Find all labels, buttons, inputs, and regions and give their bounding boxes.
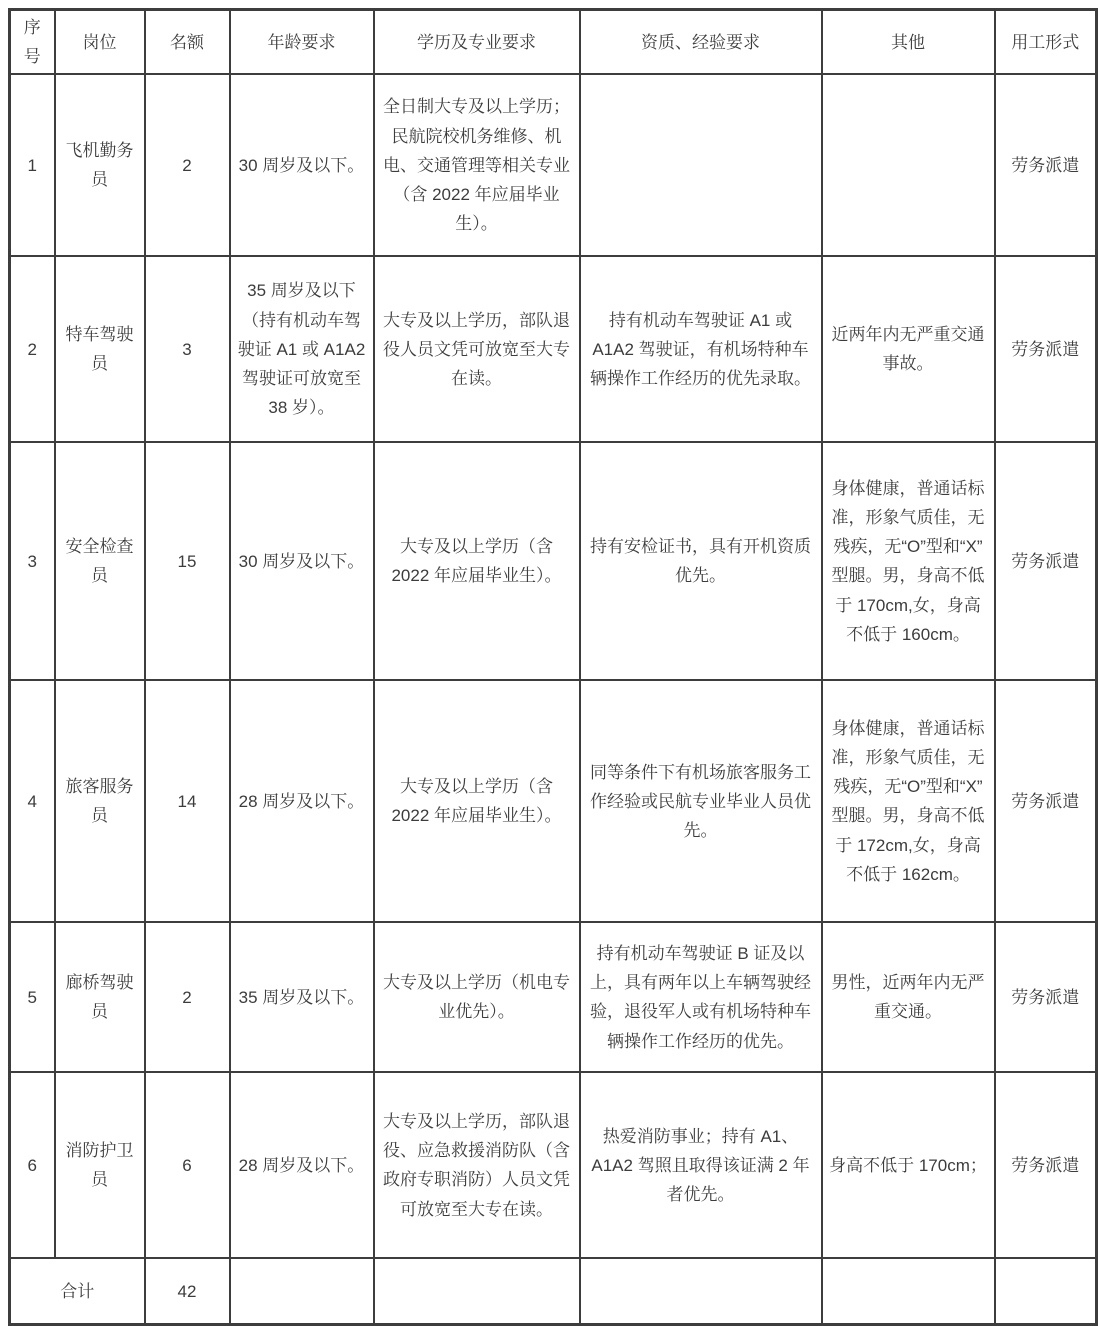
cell-position: 廊桥驾驶员 (55, 922, 145, 1072)
total-age-empty (230, 1258, 374, 1324)
cell-employment: 劳务派遣 (995, 922, 1097, 1072)
cell-age: 28 周岁及以下。 (230, 1072, 374, 1258)
col-header-age: 年龄要求 (230, 10, 374, 75)
cell-education: 大专及以上学历（含 2022 年应届毕业生）。 (374, 442, 580, 680)
cell-no: 4 (10, 680, 55, 922)
cell-employment: 劳务派遣 (995, 74, 1097, 256)
cell-quota: 3 (145, 256, 230, 442)
cell-qualification: 同等条件下有机场旅客服务工作经验或民航专业毕业人员优先。 (580, 680, 822, 922)
cell-no: 3 (10, 442, 55, 680)
table-row (10, 1072, 1097, 1258)
cell-other: 身体健康，普通话标准，形象气质佳，无残疾，无“O”型和“X”型腿。男，身高不低于 172cm,女，身高不低于 162cm。 (822, 680, 995, 922)
cell-qualification: 持有机动车驾驶证 B 证及以上，具有两年以上车辆驾驶经验，退役军人或有机场特种车辆操作工作经历的优先。 (580, 922, 822, 1072)
total-employment-empty (995, 1258, 1097, 1324)
col-header-other: 其他 (822, 10, 995, 75)
cell-employment: 劳务派遣 (995, 256, 1097, 442)
col-header-qualification: 资质、经验要求 (580, 10, 822, 75)
cell-employment: 劳务派遣 (995, 1072, 1097, 1258)
cell-position: 旅客服务员 (55, 680, 145, 922)
cell-quota: 14 (145, 680, 230, 922)
cell-employment: 劳务派遣 (995, 442, 1097, 680)
col-header-education: 学历及专业要求 (374, 10, 580, 75)
cell-age: 30 周岁及以下。 (230, 74, 374, 256)
total-qualification-empty (580, 1258, 822, 1324)
col-header-no: 序号 (10, 10, 55, 75)
cell-qualification: 持有安检证书，具有开机资质优先。 (580, 442, 822, 680)
cell-other (822, 74, 995, 256)
cell-other: 身高不低于 170cm； (822, 1072, 995, 1258)
total-other-empty (822, 1258, 995, 1324)
col-header-position: 岗位 (55, 10, 145, 75)
cell-age: 30 周岁及以下。 (230, 442, 374, 680)
total-label: 合计 (10, 1258, 145, 1324)
cell-position: 飞机勤务员 (55, 74, 145, 256)
total-education-empty (374, 1258, 580, 1324)
cell-qualification: 持有机动车驾驶证 A1 或 A1A2 驾驶证，有机场特种车辆操作工作经历的优先录取。 (580, 256, 822, 442)
table-row (10, 680, 1097, 922)
total-row (10, 1258, 1097, 1324)
cell-education: 全日制大专及以上学历；民航院校机务维修、机电、交通管理等相关专业（含 2022 年应届毕业生）。 (374, 74, 580, 256)
cell-education: 大专及以上学历（机电专业优先）。 (374, 922, 580, 1072)
cell-quota: 6 (145, 1072, 230, 1258)
table-row (10, 74, 1097, 256)
total-quota: 42 (145, 1258, 230, 1324)
cell-other: 男性，近两年内无严重交通。 (822, 922, 995, 1072)
cell-age: 35 周岁及以下。 (230, 922, 374, 1072)
cell-education: 大专及以上学历，部队退役人员文凭可放宽至大专在读。 (374, 256, 580, 442)
table-row (10, 922, 1097, 1072)
cell-qualification (580, 74, 822, 256)
table-row (10, 256, 1097, 442)
col-header-quota: 名额 (145, 10, 230, 75)
cell-employment: 劳务派遣 (995, 680, 1097, 922)
cell-quota: 2 (145, 74, 230, 256)
cell-position: 特车驾驶员 (55, 256, 145, 442)
cell-age: 35 周岁及以下（持有机动车驾驶证 A1 或 A1A2 驾驶证可放宽至 38 岁）。 (230, 256, 374, 442)
cell-education: 大专及以上学历（含 2022 年应届毕业生）。 (374, 680, 580, 922)
cell-other: 近两年内无严重交通事故。 (822, 256, 995, 442)
header-row (10, 10, 1097, 75)
recruitment-table (8, 8, 1098, 1326)
cell-no: 5 (10, 922, 55, 1072)
cell-quota: 15 (145, 442, 230, 680)
cell-no: 2 (10, 256, 55, 442)
cell-qualification: 热爱消防事业；持有 A1、A1A2 驾照且取得该证满 2 年者优先。 (580, 1072, 822, 1258)
cell-no: 6 (10, 1072, 55, 1258)
cell-position: 消防护卫员 (55, 1072, 145, 1258)
cell-no: 1 (10, 74, 55, 256)
cell-education: 大专及以上学历，部队退役、应急救援消防队（含政府专职消防）人员文凭可放宽至大专在读。 (374, 1072, 580, 1258)
cell-age: 28 周岁及以下。 (230, 680, 374, 922)
cell-other: 身体健康，普通话标准，形象气质佳，无残疾，无“O”型和“X”型腿。男，身高不低于 170cm,女，身高不低于 160cm。 (822, 442, 995, 680)
cell-position: 安全检查员 (55, 442, 145, 680)
col-header-employment: 用工形式 (995, 10, 1097, 75)
table-row (10, 442, 1097, 680)
cell-quota: 2 (145, 922, 230, 1072)
